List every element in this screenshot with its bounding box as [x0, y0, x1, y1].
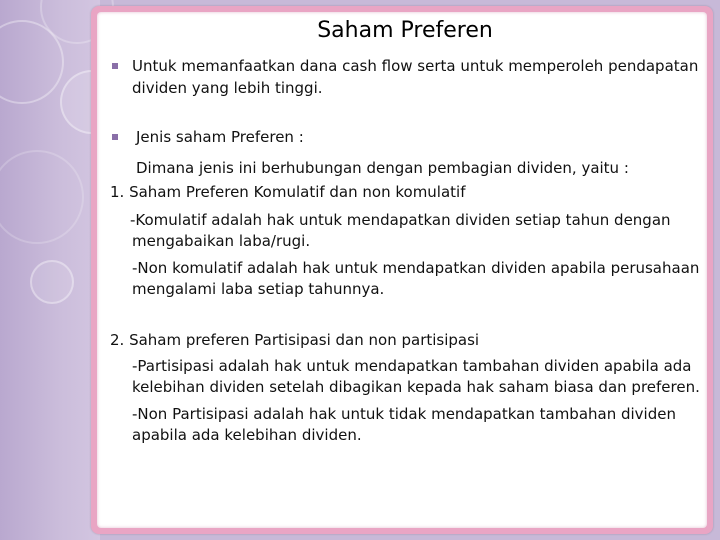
item-text-line: mengabaikan laba/rugi.: [132, 232, 311, 250]
square-bullet-icon: [112, 134, 118, 140]
item-text-line: kelebihan dividen setelah dibagikan kepada hak saham biasa dan preferen.: [132, 378, 700, 396]
item-text-line: -Partisipasi adalah hak untuk mendapatkan tambahan dividen apabila ada: [132, 357, 692, 375]
section-heading: 1. Saham Preferen Komulatif dan non komulatif: [110, 183, 466, 201]
bullet-text-line: Untuk memanfaatkan dana cash flow serta untuk memperoleh pendapatan: [132, 57, 699, 75]
square-bullet-icon: [112, 63, 118, 69]
item-text-line: -Komulatif adalah hak untuk mendapatkan dividen setiap tahun dengan: [130, 211, 671, 229]
decorative-circle: [30, 260, 74, 304]
item-text-line: apabila ada kelebihan dividen.: [132, 426, 362, 444]
bullet-text-line: Jenis saham Preferen :: [136, 128, 304, 146]
item-text-line: mengalami laba setiap tahunnya.: [132, 280, 385, 298]
section-heading: 2. Saham preferen Partisipasi dan non partisipasi: [110, 331, 480, 349]
intro-text: Dimana jenis ini berhubungan dengan pembagian dividen, yaitu :: [136, 159, 629, 177]
item-text-line: -Non Partisipasi adalah hak untuk tidak mendapatkan tambahan dividen: [132, 405, 676, 423]
slide-title: Saham Preferen: [317, 18, 493, 43]
bullet-text-line: dividen yang lebih tinggi.: [132, 79, 323, 97]
item-text-line: -Non komulatif adalah hak untuk mendapatkan dividen apabila perusahaan: [132, 259, 700, 277]
